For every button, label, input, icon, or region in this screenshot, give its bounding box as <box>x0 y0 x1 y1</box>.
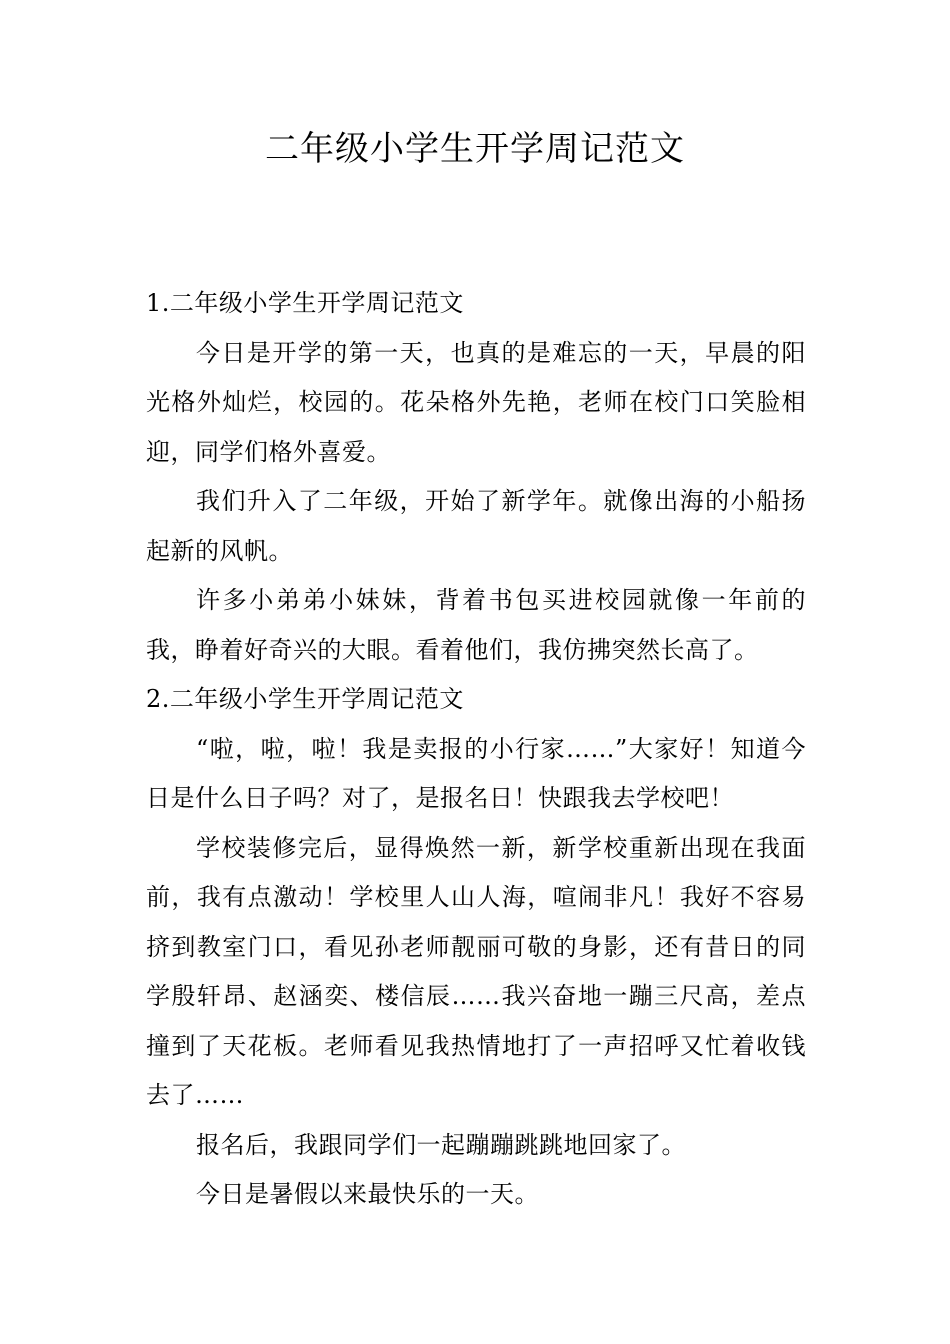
paragraph: 今日是暑假以来最快乐的一天。 <box>196 1180 539 1208</box>
document-body <box>146 279 806 1220</box>
paragraph: 报名后，我跟同学们一起蹦蹦跳跳地回家了。 <box>196 1130 686 1159</box>
section-heading: 1.二年级小学生开学周记范文 <box>146 289 464 317</box>
section-heading: 2.二年级小学生开学周记范文 <box>146 685 464 713</box>
paragraph: 今日是开学的第一天，也真的是难忘的一天，早晨的阳光格外灿烂，校园的。花朵格外先艳，老师在校门口笑脸相迎，同学们格外喜爱。 <box>146 338 806 466</box>
paragraph: 许多小弟弟小妹妹，背着书包买进校园就像一年前的我，睁着好奇兴的大眼。看着他们，我仿拂突然长高了。 <box>146 586 806 664</box>
document-title: 二年级小学生开学周记范文 <box>265 129 685 169</box>
paragraph: 学校装修完后，显得焕然一新，新学校重新出现在我面前，我有点激动！学校里人山人海，喧闹非凡！我好不容易挤到教室门口，看见孙老师靓丽可敬的身影，还有昔日的同学殷轩昂、赵涵奕、楼信辰……我兴奋地一蹦三尺高，差点撞到了天花板。老师看见我热情地打了一声招呼又忙着收钱去了…… <box>146 833 806 1109</box>
paragraph: 我们升入了二年级，开始了新学年。就像出海的小船扬起新的风帆。 <box>146 487 806 565</box>
paragraph: “啦，啦，啦！我是卖报的小行家……”大家好！知道今日是什么日子吗？对了，是报名日！快跟我去学校吧！ <box>146 734 806 812</box>
